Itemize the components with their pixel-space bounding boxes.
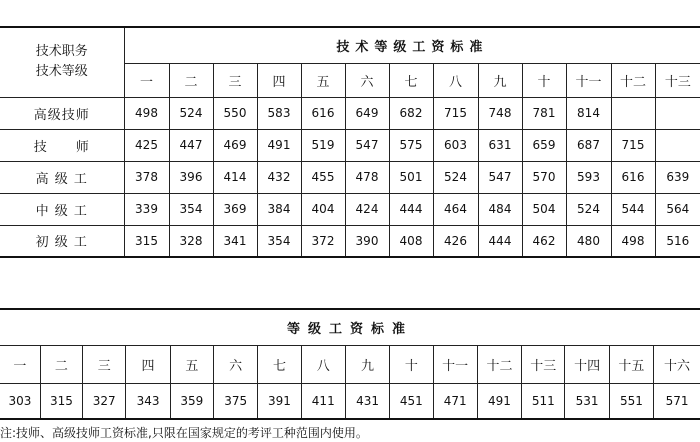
table-cell: 396: [169, 161, 213, 193]
table-cell: 424: [345, 193, 389, 225]
table-cell: 814: [566, 97, 611, 129]
column-header: 十三: [522, 345, 565, 383]
table-cell: 425: [124, 129, 169, 161]
table-cell: 478: [345, 161, 389, 193]
table-cell: 616: [301, 97, 345, 129]
corner-header-line2: 技术等级: [35, 64, 88, 80]
column-header: 六: [213, 345, 257, 383]
column-header: 五: [301, 63, 345, 97]
column-header: 十二: [611, 63, 655, 97]
grade-wage-table: [0, 308, 700, 420]
table-cell: 455: [301, 161, 345, 193]
table-cell: 544: [611, 193, 655, 225]
row-label: 中 级 工: [0, 193, 124, 225]
column-header: 四: [257, 63, 301, 97]
column-header: 二: [40, 345, 82, 383]
table-cell: 378: [124, 161, 169, 193]
table-cell: 659: [522, 129, 566, 161]
table-cell: 498: [611, 225, 655, 257]
column-header: 五: [170, 345, 213, 383]
table-row: [0, 161, 700, 193]
table-cell: 564: [655, 193, 700, 225]
table-cell: [655, 97, 700, 129]
column-header: 四: [126, 345, 170, 383]
column-header: 一: [124, 63, 169, 97]
table-cell: 369: [213, 193, 257, 225]
corner-header-line1: 技术职务: [35, 44, 88, 60]
table-cell: 547: [478, 161, 522, 193]
table-cell: 570: [522, 161, 566, 193]
table-cell: 315: [124, 225, 169, 257]
table-cell: 341: [213, 225, 257, 257]
column-header: 十一: [433, 345, 477, 383]
table-cell: 781: [522, 97, 566, 129]
table-cell: 451: [390, 383, 433, 419]
table-cell: 616: [611, 161, 655, 193]
column-header: 一: [0, 345, 40, 383]
table-cell: 480: [566, 225, 611, 257]
table-cell: 547: [345, 129, 389, 161]
table-cell: 432: [257, 161, 301, 193]
table-cell: 327: [83, 383, 126, 419]
table-cell: 593: [566, 161, 611, 193]
table-cell: 444: [389, 193, 433, 225]
table-cell: 531: [565, 383, 609, 419]
column-header: 二: [169, 63, 213, 97]
footnote: 注:技师、高级技师工资标准,只限在国家规定的考评工种范围内使用。: [0, 426, 368, 440]
table-cell: 498: [124, 97, 169, 129]
table-cell: 464: [433, 193, 478, 225]
table-cell: 343: [126, 383, 170, 419]
table-cell: 504: [522, 193, 566, 225]
table-cell: 339: [124, 193, 169, 225]
table-cell: 444: [478, 225, 522, 257]
table-cell: 524: [433, 161, 478, 193]
column-header: 十六: [654, 345, 700, 383]
table-cell: 583: [257, 97, 301, 129]
column-header: 十四: [565, 345, 609, 383]
table-row: [0, 225, 700, 257]
table-cell: 303: [0, 383, 40, 419]
column-header: 十五: [609, 345, 653, 383]
table-cell: 384: [257, 193, 301, 225]
table-cell: 372: [301, 225, 345, 257]
column-header: 十: [390, 345, 433, 383]
table-cell: [655, 129, 700, 161]
table-row: [0, 129, 700, 161]
corner-header: [0, 27, 124, 97]
column-header: 九: [345, 345, 389, 383]
table-cell: 354: [169, 193, 213, 225]
table-cell: 469: [213, 129, 257, 161]
technical-grade-wage-table: [0, 26, 700, 258]
table-cell: 715: [611, 129, 655, 161]
table-cell: 603: [433, 129, 478, 161]
table-cell: 682: [389, 97, 433, 129]
group-header: 技术等级工资标准: [124, 27, 700, 63]
column-header: 三: [83, 345, 126, 383]
table-cell: 462: [522, 225, 566, 257]
table-cell: 328: [169, 225, 213, 257]
column-header: 三: [213, 63, 257, 97]
table-cell: 748: [478, 97, 522, 129]
row-label: 初 级 工: [0, 225, 124, 257]
table-cell: 359: [170, 383, 213, 419]
column-header: 十: [522, 63, 566, 97]
table-cell: 516: [655, 225, 700, 257]
table-cell: 524: [169, 97, 213, 129]
column-header: 十三: [655, 63, 700, 97]
table-cell: 524: [566, 193, 611, 225]
table-row: [0, 193, 700, 225]
group-header: 等级工资标准: [0, 309, 700, 345]
table-cell: 491: [477, 383, 521, 419]
table-cell: 687: [566, 129, 611, 161]
column-header: 八: [301, 345, 345, 383]
table-cell: 390: [345, 225, 389, 257]
table-cell: 375: [213, 383, 257, 419]
column-header: 九: [478, 63, 522, 97]
table-cell: 571: [654, 383, 700, 419]
table-cell: 639: [655, 161, 700, 193]
column-header: 七: [258, 345, 301, 383]
table-cell: 431: [345, 383, 389, 419]
table-cell: 631: [478, 129, 522, 161]
row-label: 高 级 工: [0, 161, 124, 193]
table-cell: 414: [213, 161, 257, 193]
table-cell: 391: [258, 383, 301, 419]
table-cell: 551: [609, 383, 653, 419]
table-cell: 404: [301, 193, 345, 225]
table-cell: 715: [433, 97, 478, 129]
table-cell: 575: [389, 129, 433, 161]
table-cell: 408: [389, 225, 433, 257]
table-cell: 484: [478, 193, 522, 225]
column-header: 八: [433, 63, 478, 97]
column-header: 七: [389, 63, 433, 97]
row-label: 技 师: [0, 129, 124, 161]
column-header: 六: [345, 63, 389, 97]
table-cell: 447: [169, 129, 213, 161]
row-label: 高级技师: [0, 97, 124, 129]
table-cell: 519: [301, 129, 345, 161]
table-cell: 491: [257, 129, 301, 161]
table-cell: 649: [345, 97, 389, 129]
table-cell: 411: [301, 383, 345, 419]
table-cell: 315: [40, 383, 82, 419]
table-cell: 511: [522, 383, 565, 419]
table-cell: [611, 97, 655, 129]
column-header: 十一: [566, 63, 611, 97]
table-cell: 471: [433, 383, 477, 419]
table-row: [0, 97, 700, 129]
table-cell: 501: [389, 161, 433, 193]
table-cell: 426: [433, 225, 478, 257]
column-header: 十二: [477, 345, 521, 383]
table-cell: 550: [213, 97, 257, 129]
table-cell: 354: [257, 225, 301, 257]
